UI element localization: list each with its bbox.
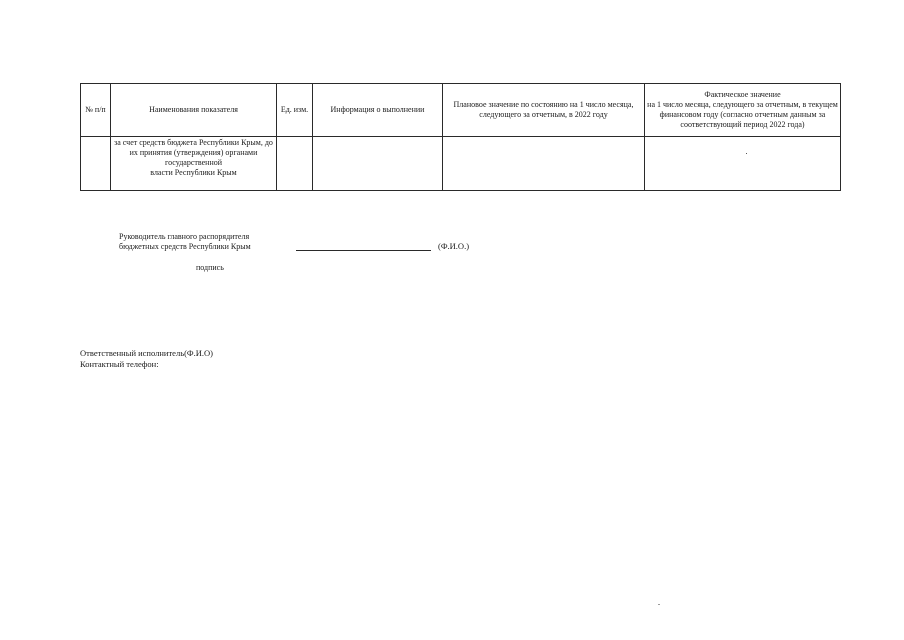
- responsible-block: [80, 348, 213, 370]
- signature-title-line1: Руководитель главного распорядителя: [119, 232, 250, 241]
- phone-label: Контактный телефон:: [80, 359, 159, 369]
- cell-execution-info: [313, 137, 443, 191]
- header-number: № п/п: [81, 84, 111, 137]
- cell-indicator-name: за счет средств бюджета Республики Крым, до их принятия (утверждения) органами государственной власти Республики Крым: [111, 137, 277, 191]
- cell-actual-value: [645, 137, 841, 191]
- responsible-label: Ответственный исполнитель(Ф.И.О): [80, 348, 213, 358]
- podpis-label: подпись: [196, 263, 224, 272]
- cell-unit: [277, 137, 313, 191]
- header-execution-info: Информация о выполнении: [313, 84, 443, 137]
- header-planned-value: Плановое значение по состоянию на 1 число месяца, следующего за отчетным, в 2022 году: [443, 84, 645, 137]
- cell-planned-value: [443, 137, 645, 191]
- scan-speck: [658, 604, 660, 605]
- header-indicator-name: Наименования показателя: [111, 84, 277, 137]
- header-actual-value: Фактическое значение на 1 число месяца, следующего за отчетным, в текущем финансовом году (согласно отчетным данным за соответствующий период 2022 года): [645, 84, 841, 137]
- cell-number: [81, 137, 111, 191]
- header-unit: Ед. изм.: [277, 84, 313, 137]
- signature-line: [296, 250, 431, 251]
- table-row: [81, 137, 841, 191]
- signature-title: [119, 232, 251, 252]
- signature-title-line2: бюджетных средств Республики Крым: [119, 242, 251, 251]
- report-table: [80, 83, 841, 191]
- table-header-row: [81, 84, 841, 137]
- actual-value-mark: .: [745, 146, 748, 156]
- fio-label: (Ф.И.О.): [438, 241, 470, 251]
